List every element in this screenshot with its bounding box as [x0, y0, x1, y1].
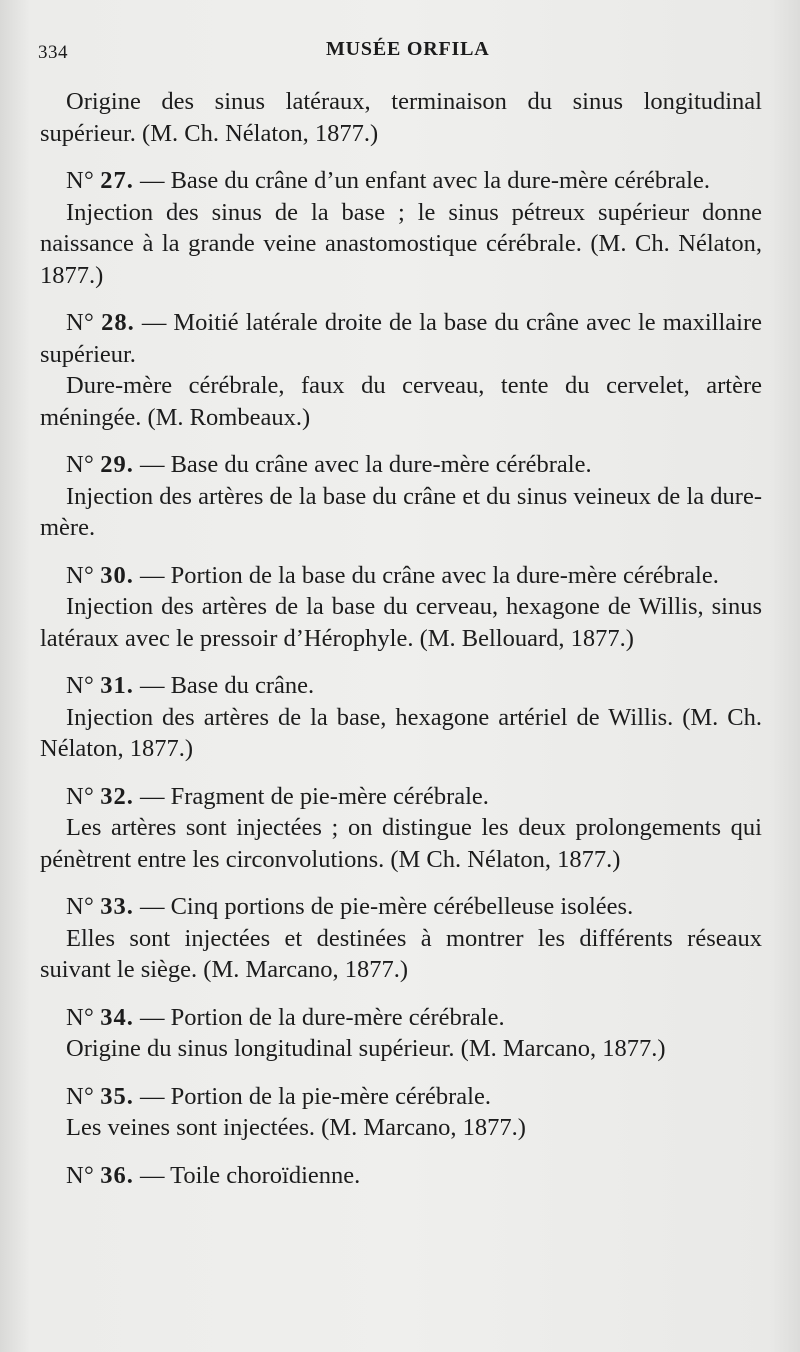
catalogue-entry: [40, 449, 762, 544]
page-body: [40, 86, 762, 1191]
catalogue-entry: [40, 307, 762, 433]
entry-number: 29.: [100, 451, 134, 478]
entry-number: 32.: [100, 782, 134, 810]
entry-description: Injection des artères de la base du crâne et du sinus veineux de la dure-mère.: [40, 482, 762, 541]
page-number: 334: [38, 42, 68, 63]
entry-title: — Base du crâne d’un enfant avec la dure-mère cérébrale.: [139, 167, 710, 194]
entry-description: Les veines sont injectées. (M. Marcano, 1877.): [66, 1114, 526, 1141]
entry-number-label: N°: [66, 1082, 95, 1110]
entry-heading: [40, 165, 762, 197]
entry-number-label: N°: [66, 782, 95, 810]
entry-description: Origine du sinus longitudinal supérieur. (M. Marcano, 1877.): [66, 1035, 666, 1062]
catalogue-entry: [40, 891, 762, 986]
entry-title: — Base du crâne avec la dure-mère cérébrale.: [139, 451, 592, 478]
entry-number: 35.: [100, 1082, 134, 1110]
intro-paragraph: Origine des sinus latéraux, terminaison du sinus longitudinal supérieur. (M. Ch. Nélaton, 1877.): [40, 88, 762, 147]
entry-number-label: N°: [66, 451, 95, 478]
entry-heading: [40, 1081, 762, 1113]
entry-number-label: N°: [66, 561, 95, 589]
entry-number: 28.: [101, 309, 135, 336]
entry-heading: [40, 560, 762, 592]
entry-title: — Moitié latérale droite de la base du crâne avec le maxillaire supérieur.: [40, 309, 763, 368]
page-header: [0, 36, 800, 66]
entry-title: — Portion de la base du crâne avec la dure-mère cérébrale.: [139, 561, 719, 589]
entry-heading: [40, 449, 762, 481]
catalogue-entry: [40, 560, 762, 655]
entry-number-label: N°: [66, 1161, 95, 1189]
entry-number: 33.: [100, 893, 134, 920]
entry-heading: [40, 307, 762, 370]
catalogue-entry: [40, 165, 762, 291]
entry-number: 36.: [100, 1161, 134, 1189]
entry-heading: [40, 670, 762, 702]
entry-title: — Base du crâne.: [139, 672, 315, 699]
entry-title: — Fragment de pie-mère cérébrale.: [139, 782, 489, 810]
entry-number: 30.: [100, 561, 134, 589]
entry-number: 31.: [100, 672, 134, 699]
entry-description: Elles sont injectées et destinées à montrer les différents réseaux suivant le siège. (M. Marcano, 1877.): [40, 924, 762, 983]
entry-title: — Portion de la pie-mère cérébrale.: [139, 1082, 491, 1110]
catalogue-entry: [40, 670, 762, 765]
catalogue-entry: [40, 1081, 762, 1144]
catalogue-entry: [40, 1160, 762, 1192]
entry-number-label: N°: [66, 1003, 95, 1031]
entry-heading: [40, 1160, 762, 1192]
entry-number-label: N°: [66, 167, 95, 194]
running-title: MUSÉE ORFILA: [326, 38, 490, 60]
entry-number: 27.: [100, 167, 134, 194]
entry-description: Dure-mère cérébrale, faux du cerveau, tente du cervelet, artère méningée. (M. Rombeaux.): [40, 372, 762, 431]
entry-number: 34.: [100, 1003, 134, 1031]
entry-title: — Toile choroïdienne.: [139, 1161, 361, 1189]
entry-description: Injection des artères de la base du cerveau, hexagone de Willis, sinus latéraux avec le pressoir d’Hérophyle. (M. Bellouard, 1877.): [40, 593, 762, 652]
entry-number-label: N°: [66, 309, 95, 336]
catalogue-entry: [40, 1002, 762, 1065]
entry-description: Injection des artères de la base, hexagone artériel de Willis. (M. Ch. Nélaton, 1877.): [40, 703, 762, 762]
entry-heading: [40, 1002, 762, 1034]
entry-number-label: N°: [66, 893, 95, 920]
entry-description: Injection des sinus de la base ; le sinus pétreux supérieur donne naissance à la grande veine anastomostique cérébrale. (M. Ch. Nélaton, 1877.): [40, 198, 762, 289]
entry-number-label: N°: [66, 672, 95, 699]
entry-description: Les artères sont injectées ; on distingue les deux prolongements qui pénètrent entre les circonvolutions. (M Ch. Nélaton, 1877.): [40, 814, 762, 873]
entry-heading: [40, 891, 762, 923]
entry-title: — Cinq portions de pie-mère cérébelleuse isolées.: [139, 893, 634, 920]
entry-heading: [40, 781, 762, 813]
catalogue-entry: [40, 781, 762, 876]
entry-title: — Portion de la dure-mère cérébrale.: [139, 1003, 505, 1031]
